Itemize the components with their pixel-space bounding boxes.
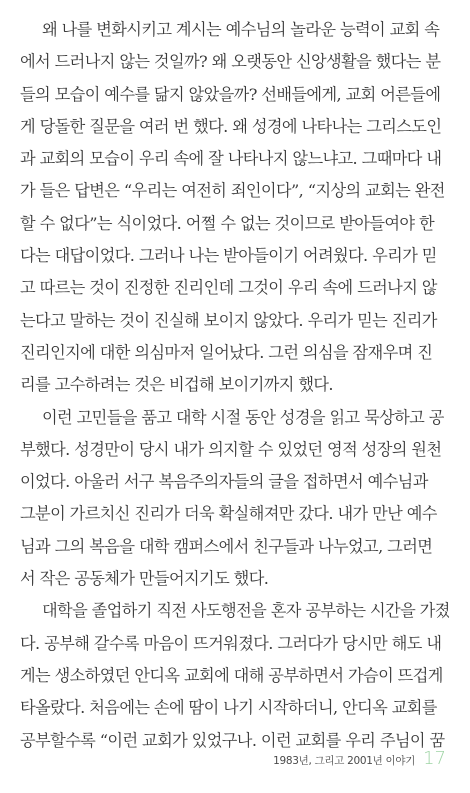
- text-line: 공부할수록 “이런 교회가 있었구나. 이런 교회를 우리 주님이 꿈: [20, 730, 445, 750]
- text-line: 할 수 없다”는 식이었다. 어쩔 수 없는 것이므로 받아들여야 한: [20, 213, 435, 233]
- page-footer: [273, 748, 446, 769]
- body-text: [20, 14, 450, 757]
- text-line: 과 교회의 모습이 우리 속에 잘 나타나지 않느냐고. 그때마다 내: [20, 149, 442, 169]
- text-line: 부했다. 성경만이 당시 내가 의지할 수 있었던 영적 성장의 원천: [20, 439, 442, 459]
- text-line: 님과 그의 복음을 대학 캠퍼스에서 친구들과 나누었고, 그러면: [20, 536, 433, 556]
- text-line: 왜 나를 변화시키고 계시는 예수님의 놀라운 능력이 교회 속: [42, 20, 440, 39]
- page-number: 17: [423, 748, 446, 769]
- text-line: 리를 고수하려는 것은 비겁해 보이기까지 했다.: [20, 375, 333, 395]
- text-line: 가 들은 답변은 “우리는 여전히 죄인이다”, “지상의 교회는 완전: [20, 181, 445, 201]
- text-line: 타올랐다. 처음에는 손에 땀이 나기 시작하더니, 안디옥 교회를: [20, 698, 437, 718]
- text-line: 서 작은 공동체가 만들어지기도 했다.: [20, 569, 269, 589]
- text-line: 이런 고민들을 품고 대학 시절 동안 성경을 읽고 묵상하고 공: [42, 407, 444, 427]
- text-line: 이었다. 아울러 서구 복음주의자들의 글을 접하면서 예수님과: [20, 472, 428, 492]
- text-line: 는다고 말하는 것이 진실해 보이지 않았다. 우리가 믿는 진리가: [20, 310, 437, 330]
- text-line: 게는 생소하였던 안디옥 교회에 대해 공부하면서 가슴이 뜨겁게: [20, 665, 443, 685]
- text-line: 대학을 졸업하기 직전 사도행전을 혼자 공부하는 시간을 가졌: [42, 601, 450, 621]
- text-line: 들의 모습이 예수를 닮지 않았을까? 선배들에게, 교회 어른들에: [20, 84, 441, 104]
- text-line: 진리인지에 대한 의심마저 일어났다. 그런 의심을 잠재우며 진: [20, 342, 433, 362]
- text-line: 게 당돌한 질문을 여러 번 했다. 왜 성경에 나타나는 그리스도인: [20, 116, 442, 136]
- text-line: 에서 드러나지 않는 것일까? 왜 오랫동안 신앙생활을 했다는 분: [20, 52, 441, 72]
- running-title: 1983년, 그리고 2001년 이야기: [273, 755, 416, 767]
- text-line: 다. 공부해 갈수록 마음이 뜨거워졌다. 그러다가 당시만 해도 내: [20, 633, 442, 653]
- text-line: 그분이 가르치신 진리가 더욱 확실해져만 갔다. 내가 만난 예수: [20, 504, 437, 524]
- text-line: 다는 대답이었다. 그러나 나는 받아들이기 어려웠다. 우리가 믿: [20, 246, 437, 266]
- text-line: 고 따르는 것이 진정한 진리인데 그것이 우리 속에 드러나지 않: [20, 278, 437, 298]
